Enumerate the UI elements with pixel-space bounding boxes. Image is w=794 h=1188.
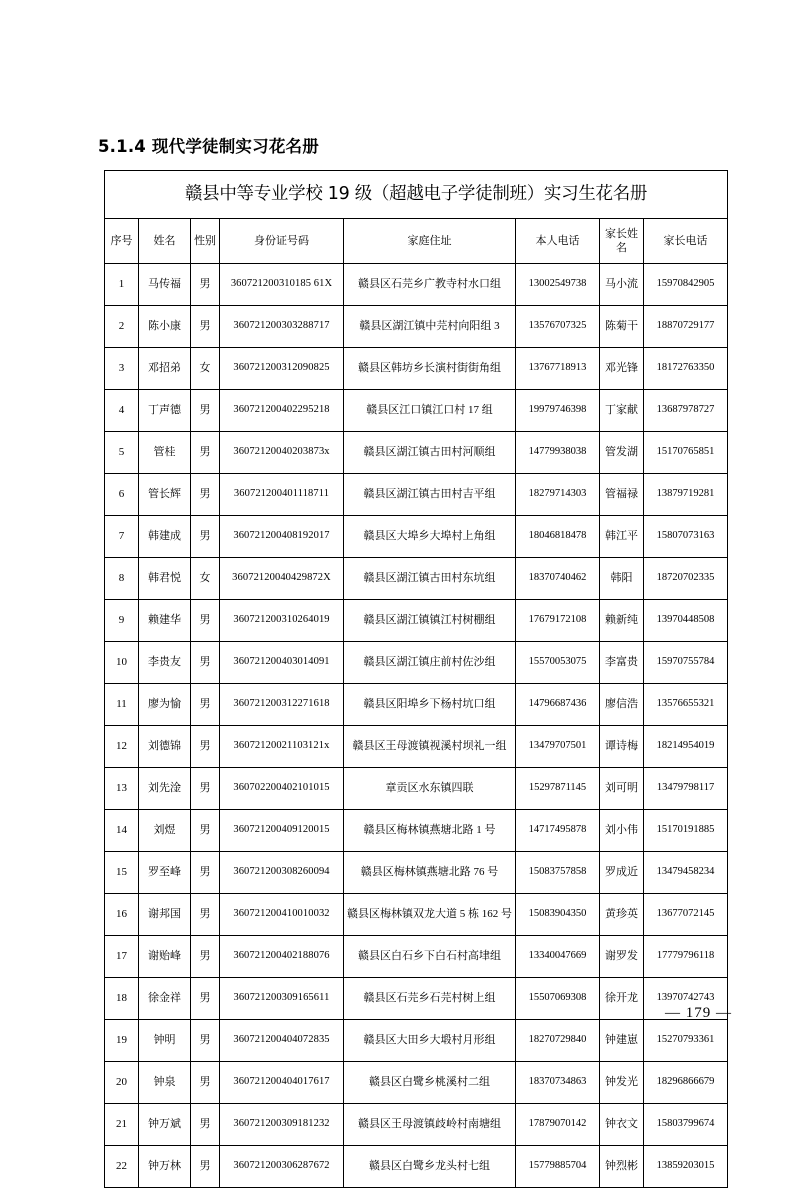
cell-id-number: 360721200312090825: [220, 348, 344, 390]
cell-parent-name: 丁家献: [600, 390, 644, 432]
cell-id-number: 360721200402295218: [220, 390, 344, 432]
cell-id-number: 360721200410010032: [220, 894, 344, 936]
cell-id-number: 360721200309181232: [220, 1104, 344, 1146]
cell-name: 罗至峰: [139, 852, 191, 894]
cell-sex: 男: [191, 390, 220, 432]
cell-self-phone: 18270729840: [516, 1020, 600, 1062]
cell-parent-phone: 18296866679: [644, 1062, 728, 1104]
cell-self-phone: 14717495878: [516, 810, 600, 852]
table-row: [105, 600, 728, 642]
cell-id-number: 36072120021103121x: [220, 726, 344, 768]
cell-parent-name: 马小流: [600, 264, 644, 306]
cell-parent-name: 赖新纯: [600, 600, 644, 642]
cell-parent-phone: 15970755784: [644, 642, 728, 684]
table-row: [105, 348, 728, 390]
cell-sex: 男: [191, 516, 220, 558]
cell-sex: 男: [191, 936, 220, 978]
table-row: [105, 768, 728, 810]
cell-name: 钟万斌: [139, 1104, 191, 1146]
table-row: [105, 306, 728, 348]
cell-seq: 22: [105, 1146, 139, 1188]
table-row: [105, 474, 728, 516]
cell-parent-phone: 18172763350: [644, 348, 728, 390]
cell-seq: 9: [105, 600, 139, 642]
cell-parent-phone: 15970842905: [644, 264, 728, 306]
cell-address: 赣县区白石乡下白石村高垏组: [344, 936, 516, 978]
cell-address: 赣县区湖江镇古田村东坑组: [344, 558, 516, 600]
cell-seq: 8: [105, 558, 139, 600]
cell-parent-phone: 15170191885: [644, 810, 728, 852]
cell-seq: 16: [105, 894, 139, 936]
cell-self-phone: 18370734863: [516, 1062, 600, 1104]
cell-name: 丁声德: [139, 390, 191, 432]
cell-self-phone: 15570053075: [516, 642, 600, 684]
cell-id-number: 360721200404072835: [220, 1020, 344, 1062]
cell-sex: 男: [191, 684, 220, 726]
cell-parent-name: 刘可明: [600, 768, 644, 810]
cell-name: 廖为愉: [139, 684, 191, 726]
cell-self-phone: 14796687436: [516, 684, 600, 726]
cell-parent-name: 黄珍英: [600, 894, 644, 936]
cell-name: 谢贻峰: [139, 936, 191, 978]
cell-address: 赣县区石芫乡石芫村树上组: [344, 978, 516, 1020]
cell-sex: 男: [191, 1020, 220, 1062]
cell-id-number: 360721200310185 61X: [220, 264, 344, 306]
cell-id-number: 360721200309165611: [220, 978, 344, 1020]
cell-sex: 男: [191, 432, 220, 474]
column-header-name: 姓名: [139, 219, 191, 264]
cell-parent-phone: 15170765851: [644, 432, 728, 474]
cell-address: 赣县区梅林镇燕塘北路 1 号: [344, 810, 516, 852]
cell-seq: 20: [105, 1062, 139, 1104]
column-header-address: 家庭住址: [344, 219, 516, 264]
cell-seq: 19: [105, 1020, 139, 1062]
cell-id-number: 360721200408192017: [220, 516, 344, 558]
cell-seq: 12: [105, 726, 139, 768]
cell-sex: 男: [191, 726, 220, 768]
cell-seq: 10: [105, 642, 139, 684]
cell-sex: 男: [191, 810, 220, 852]
cell-self-phone: 15083904350: [516, 894, 600, 936]
cell-seq: 14: [105, 810, 139, 852]
cell-address: 赣县区湖江镇古田村河顺组: [344, 432, 516, 474]
cell-name: 韩君悦: [139, 558, 191, 600]
cell-self-phone: 15507069308: [516, 978, 600, 1020]
cell-parent-phone: 13879719281: [644, 474, 728, 516]
cell-parent-phone: 13677072145: [644, 894, 728, 936]
cell-parent-phone: 15270793361: [644, 1020, 728, 1062]
cell-id-number: 360721200403014091: [220, 642, 344, 684]
cell-address: 赣县区湖江镇镇江村树棚组: [344, 600, 516, 642]
cell-parent-phone: 18214954019: [644, 726, 728, 768]
cell-parent-name: 钟烈彬: [600, 1146, 644, 1188]
cell-parent-phone: 13576655321: [644, 684, 728, 726]
cell-self-phone: 18370740462: [516, 558, 600, 600]
table-body: [105, 264, 728, 1188]
cell-id-number: 360721200312271618: [220, 684, 344, 726]
cell-parent-phone: 13859203015: [644, 1146, 728, 1188]
cell-sex: 男: [191, 264, 220, 306]
cell-address: 赣县区江口镇江口村 17 组: [344, 390, 516, 432]
column-header-parent-name: 家长姓名: [600, 219, 644, 264]
cell-sex: 男: [191, 768, 220, 810]
cell-sex: 男: [191, 306, 220, 348]
table-row: [105, 1146, 728, 1188]
table-row: [105, 852, 728, 894]
table-row: [105, 684, 728, 726]
cell-self-phone: 15297871145: [516, 768, 600, 810]
cell-name: 徐金祥: [139, 978, 191, 1020]
page-number: — 179 —: [665, 1005, 732, 1021]
cell-address: 赣县区白鹭乡桃溪村二组: [344, 1062, 516, 1104]
cell-address: 赣县区湖江镇古田村吉平组: [344, 474, 516, 516]
cell-self-phone: 13479707501: [516, 726, 600, 768]
cell-self-phone: 13340047669: [516, 936, 600, 978]
cell-sex: 男: [191, 1062, 220, 1104]
cell-self-phone: 18279714303: [516, 474, 600, 516]
cell-name: 陈小康: [139, 306, 191, 348]
cell-parent-name: 陈菊干: [600, 306, 644, 348]
table-row: [105, 936, 728, 978]
cell-parent-phone: 13970742743: [644, 978, 728, 1020]
cell-self-phone: 17679172108: [516, 600, 600, 642]
cell-parent-name: 谭诗梅: [600, 726, 644, 768]
table-row: [105, 642, 728, 684]
table-row: [105, 726, 728, 768]
cell-id-number: 360721200402188076: [220, 936, 344, 978]
column-header-self-phone: 本人电话: [516, 219, 600, 264]
cell-seq: 17: [105, 936, 139, 978]
table-row: [105, 810, 728, 852]
cell-parent-name: 管发湖: [600, 432, 644, 474]
cell-address: 赣县区大田乡大塅村月形组: [344, 1020, 516, 1062]
column-header-seq: 序号: [105, 219, 139, 264]
cell-name: 韩建成: [139, 516, 191, 558]
cell-address: 赣县区大埠乡大埠村上角组: [344, 516, 516, 558]
cell-sex: 女: [191, 558, 220, 600]
cell-address: 赣县区梅林镇双龙大道 5 栋 162 号: [344, 894, 516, 936]
section-heading: 5.1.4 现代学徒制实习花名册: [98, 137, 319, 156]
cell-name: 刘先淦: [139, 768, 191, 810]
column-header-parent-phone: 家长电话: [644, 219, 728, 264]
cell-seq: 18: [105, 978, 139, 1020]
cell-sex: 男: [191, 600, 220, 642]
cell-sex: 男: [191, 894, 220, 936]
cell-parent-name: 韩江平: [600, 516, 644, 558]
table-row: [105, 1020, 728, 1062]
cell-name: 钟万林: [139, 1146, 191, 1188]
cell-name: 钟泉: [139, 1062, 191, 1104]
cell-address: 赣县区梅林镇燕塘北路 76 号: [344, 852, 516, 894]
cell-parent-phone: 18720702335: [644, 558, 728, 600]
cell-seq: 21: [105, 1104, 139, 1146]
table-title: 赣县中等专业学校 19 级（超越电子学徒制班）实习生花名册: [105, 171, 728, 219]
cell-self-phone: 15083757858: [516, 852, 600, 894]
column-header-id-number: 身份证号码: [220, 219, 344, 264]
cell-self-phone: 13002549738: [516, 264, 600, 306]
cell-address: 赣县区王母渡镇歧岭村南塘组: [344, 1104, 516, 1146]
cell-parent-name: 钟建崽: [600, 1020, 644, 1062]
cell-name: 管长辉: [139, 474, 191, 516]
table-row: [105, 432, 728, 474]
cell-name: 赖建华: [139, 600, 191, 642]
cell-name: 邓招弟: [139, 348, 191, 390]
cell-parent-phone: 17779796118: [644, 936, 728, 978]
cell-seq: 4: [105, 390, 139, 432]
table-row: [105, 390, 728, 432]
table-row: [105, 1062, 728, 1104]
table-row: [105, 558, 728, 600]
cell-address: 赣县区石芫乡广教寺村水口组: [344, 264, 516, 306]
column-header-sex: 性别: [191, 219, 220, 264]
cell-self-phone: 14779938038: [516, 432, 600, 474]
cell-sex: 男: [191, 978, 220, 1020]
table-row: [105, 1104, 728, 1146]
cell-seq: 1: [105, 264, 139, 306]
cell-id-number: 360721200310264019: [220, 600, 344, 642]
cell-address: 赣县区王母渡镇视溪村坝礼一组: [344, 726, 516, 768]
cell-id-number: 360721200308260094: [220, 852, 344, 894]
table-head: [105, 171, 728, 264]
cell-id-number: 360721200306287672: [220, 1146, 344, 1188]
cell-parent-phone: 15803799674: [644, 1104, 728, 1146]
cell-parent-phone: 15807073163: [644, 516, 728, 558]
cell-parent-name: 李富贵: [600, 642, 644, 684]
cell-parent-name: 邓光锋: [600, 348, 644, 390]
cell-parent-name: 罗成近: [600, 852, 644, 894]
cell-self-phone: 15779885704: [516, 1146, 600, 1188]
cell-address: 赣县区韩坊乡长演村街街角组: [344, 348, 516, 390]
cell-id-number: 36072120040429872X: [220, 558, 344, 600]
cell-seq: 2: [105, 306, 139, 348]
table-row: [105, 264, 728, 306]
cell-sex: 女: [191, 348, 220, 390]
table-title-row: [105, 171, 728, 219]
cell-name: 管桂: [139, 432, 191, 474]
cell-name: 刘煜: [139, 810, 191, 852]
cell-address: 赣县区湖江镇庄前村佐沙组: [344, 642, 516, 684]
cell-sex: 男: [191, 474, 220, 516]
cell-parent-phone: 13479458234: [644, 852, 728, 894]
cell-parent-name: 谢罗发: [600, 936, 644, 978]
cell-self-phone: 13576707325: [516, 306, 600, 348]
cell-sex: 男: [191, 1104, 220, 1146]
cell-parent-name: 管福禄: [600, 474, 644, 516]
cell-address: 赣县区白鹭乡龙头村七组: [344, 1146, 516, 1188]
cell-seq: 5: [105, 432, 139, 474]
cell-parent-phone: 13970448508: [644, 600, 728, 642]
cell-parent-phone: 18870729177: [644, 306, 728, 348]
cell-parent-name: 廖信浩: [600, 684, 644, 726]
cell-name: 李贵友: [139, 642, 191, 684]
cell-parent-name: 韩阳: [600, 558, 644, 600]
cell-id-number: 360721200401118711: [220, 474, 344, 516]
cell-address: 赣县区阳埠乡下杨村坑口组: [344, 684, 516, 726]
cell-self-phone: 18046818478: [516, 516, 600, 558]
cell-self-phone: 13767718913: [516, 348, 600, 390]
cell-id-number: 360721200303288717: [220, 306, 344, 348]
cell-id-number: 36072120040203873x: [220, 432, 344, 474]
cell-sex: 男: [191, 852, 220, 894]
cell-seq: 7: [105, 516, 139, 558]
cell-self-phone: 19979746398: [516, 390, 600, 432]
cell-name: 钟明: [139, 1020, 191, 1062]
cell-parent-name: 钟发光: [600, 1062, 644, 1104]
cell-parent-phone: 13479798117: [644, 768, 728, 810]
cell-seq: 3: [105, 348, 139, 390]
cell-seq: 13: [105, 768, 139, 810]
table-header-row: [105, 219, 728, 264]
cell-id-number: 360721200404017617: [220, 1062, 344, 1104]
cell-seq: 6: [105, 474, 139, 516]
cell-id-number: 360721200409120015: [220, 810, 344, 852]
cell-address: 章贡区水东镇四联: [344, 768, 516, 810]
cell-address: 赣县区湖江镇中芫村向阳组 3: [344, 306, 516, 348]
cell-name: 谢邦国: [139, 894, 191, 936]
cell-sex: 男: [191, 642, 220, 684]
cell-name: 刘德锦: [139, 726, 191, 768]
cell-self-phone: 17879070142: [516, 1104, 600, 1146]
cell-id-number: 360702200402101015: [220, 768, 344, 810]
roster-table: [104, 170, 728, 1188]
cell-parent-phone: 13687978727: [644, 390, 728, 432]
cell-name: 马传福: [139, 264, 191, 306]
cell-seq: 15: [105, 852, 139, 894]
cell-parent-name: 徐开龙: [600, 978, 644, 1020]
cell-seq: 11: [105, 684, 139, 726]
cell-parent-name: 钟衣文: [600, 1104, 644, 1146]
table-row: [105, 894, 728, 936]
table-row: [105, 516, 728, 558]
cell-sex: 男: [191, 1146, 220, 1188]
cell-parent-name: 刘小伟: [600, 810, 644, 852]
